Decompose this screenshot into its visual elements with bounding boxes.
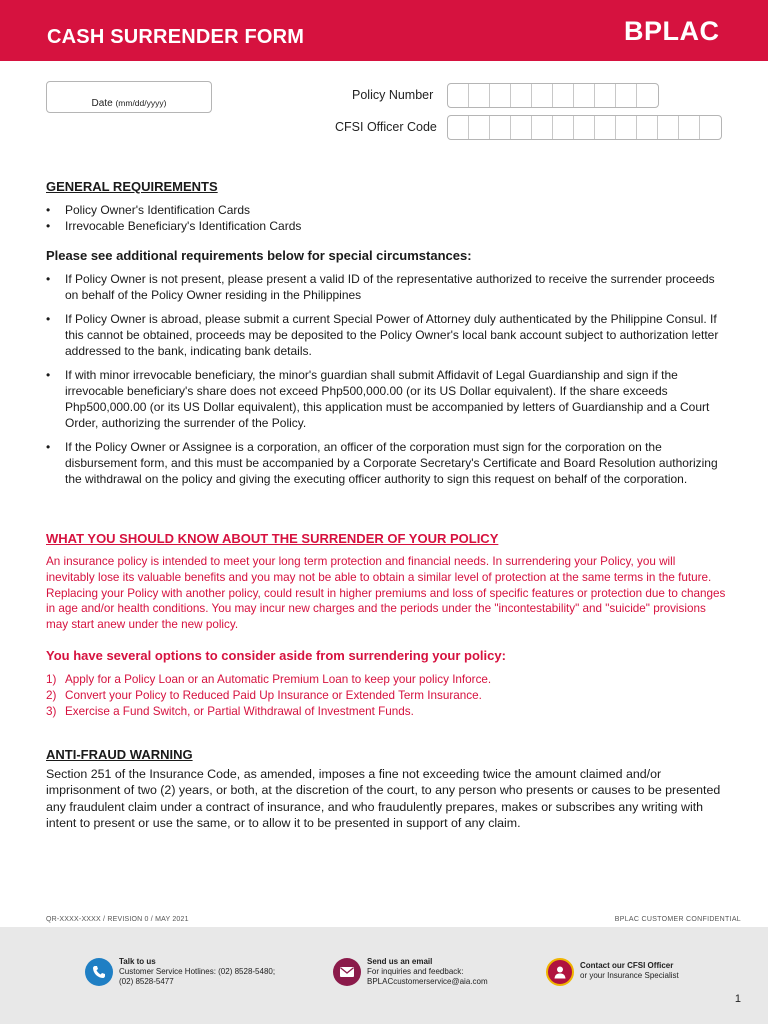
email-line1: For inquiries and feedback: [367, 967, 464, 976]
officer-title: Contact our CFSI Officer [580, 961, 674, 970]
bplac-logo: BPLAC [624, 16, 720, 46]
officer-code-label: CFSI Officer Code [335, 120, 437, 134]
general-requirements-title: GENERAL REQUIREMENTS [46, 179, 218, 194]
footer-contact-bar [0, 927, 768, 1024]
special-circumstances-list [46, 271, 726, 495]
date-label-text: Date [91, 98, 113, 109]
anti-fraud-text: Section 251 of the Insurance Code, as amended, imposes a fine not exceeding twice the amount claimed and/or imprisonment of two (2) years, or both, at the discretion of the court, to any person who presents or causes to be presented any fraudulent claim under a contract of insurance, and who fraudulently prepares, makes or subscribes any writing with intent to present or use the same, or to allow it to be presented in support of any claim. [46, 767, 721, 831]
revision-code: QR-XXXX-XXXX / REVISION 0 / MAY 2021 [46, 916, 189, 923]
talk-line2: (02) 8528-5477 [119, 977, 174, 986]
officer-line1: or your Insurance Specialist [580, 971, 679, 980]
date-field[interactable] [46, 81, 212, 113]
policy-number-label: Policy Number [352, 88, 434, 102]
talk-to-us-contact [85, 957, 275, 987]
email-title: Send us an email [367, 957, 433, 966]
list-item: • Irrevocable Beneficiary's Identification Cards [46, 218, 726, 234]
special-circumstances-title: Please see additional requirements below for special circumstances: [46, 248, 472, 263]
list-item: 2) Convert your Policy to Reduced Paid Up Insurance or Extended Term Insurance. [46, 689, 482, 702]
policy-number-field[interactable] [447, 83, 659, 108]
date-format-hint: (mm/dd/yyyy) [115, 98, 167, 108]
form-title: CASH SURRENDER FORM [47, 26, 305, 48]
envelope-icon [333, 958, 361, 986]
phone-icon [85, 958, 113, 986]
general-requirements-list [46, 202, 726, 234]
email-contact [333, 957, 488, 987]
list-item: 3) Exercise a Fund Switch, or Partial Withdrawal of Investment Funds. [46, 705, 414, 718]
date-label [47, 98, 211, 109]
list-item: • Policy Owner's Identification Cards [46, 202, 726, 218]
list-item: • If the Policy Owner or Assignee is a corporation, an officer of the corporation must sign for the corporation on the disbursement form, and this must be accompanied by a Corporate Secretary's Certificate and Board Resolution authorizing the withdrawal on the policy and giving the executing officer authority to sign this request on behalf of the corporation. [46, 439, 726, 487]
list-item: • If Policy Owner is not present, please present a valid ID of the representative authorized to receive the surrender proceeds on behalf of the Policy Owner residing in the Philippines [46, 271, 726, 303]
surrender-info-text: An insurance policy is intended to meet your long term protection and financial needs. In surrendering your Policy, you will inevitably lose its valuable benefits and you may not be able to obtain a similar level of protection at the same terms in the future. Replacing your Policy with another policy, could result in higher premiums and loss of specific features or protection due to changes in age and/or health conditions. You may incur new charges and the periods under the "incontestability" and "suicide" provisions may start anew under the new policy. [46, 555, 726, 632]
email-address[interactable]: BPLACcustomerservice@aia.com [367, 977, 488, 986]
officer-contact [546, 957, 679, 986]
list-item: • If Policy Owner is abroad, please submit a current Special Power of Attorney duly authenticated by the Philippine Consul. If this cannot be obtained, proceeds may be deposited to the Policy Owner's local bank account subject to authorization letter addressed to the bank, indicating bank details. [46, 311, 726, 359]
talk-title: Talk to us [119, 957, 156, 966]
list-item: • If with minor irrevocable beneficiary, the minor's guardian shall submit Affidavit of Legal Guardianship and sign if the irrevocable beneficiary's share does not exceed Php500,000.00 (or its US Dollar equivalent). If the share exceeds Php500,000.00 (or its US Dollar equivalent), this application must be accompanied by letters of Guardianship and a Court Order, authorizing the surrender of the Policy. [46, 367, 726, 431]
confidential-label: BPLAC CUSTOMER CONFIDENTIAL [614, 916, 741, 923]
person-icon [546, 958, 574, 986]
surrender-info-title: WHAT YOU SHOULD KNOW ABOUT THE SURRENDER OF YOUR POLICY [46, 531, 499, 546]
officer-code-field[interactable] [447, 115, 722, 140]
options-title: You have several options to consider aside from surrendering your policy: [46, 648, 506, 663]
anti-fraud-title: ANTI-FRAUD WARNING [46, 747, 193, 762]
options-list [46, 672, 726, 720]
header-bar [0, 0, 768, 61]
talk-line1: Customer Service Hotlines: (02) 8528-5480; [119, 967, 276, 976]
page-number: 1 [734, 993, 741, 1005]
list-item: 1) Apply for a Policy Loan or an Automatic Premium Loan to keep your policy Inforce. [46, 673, 492, 686]
